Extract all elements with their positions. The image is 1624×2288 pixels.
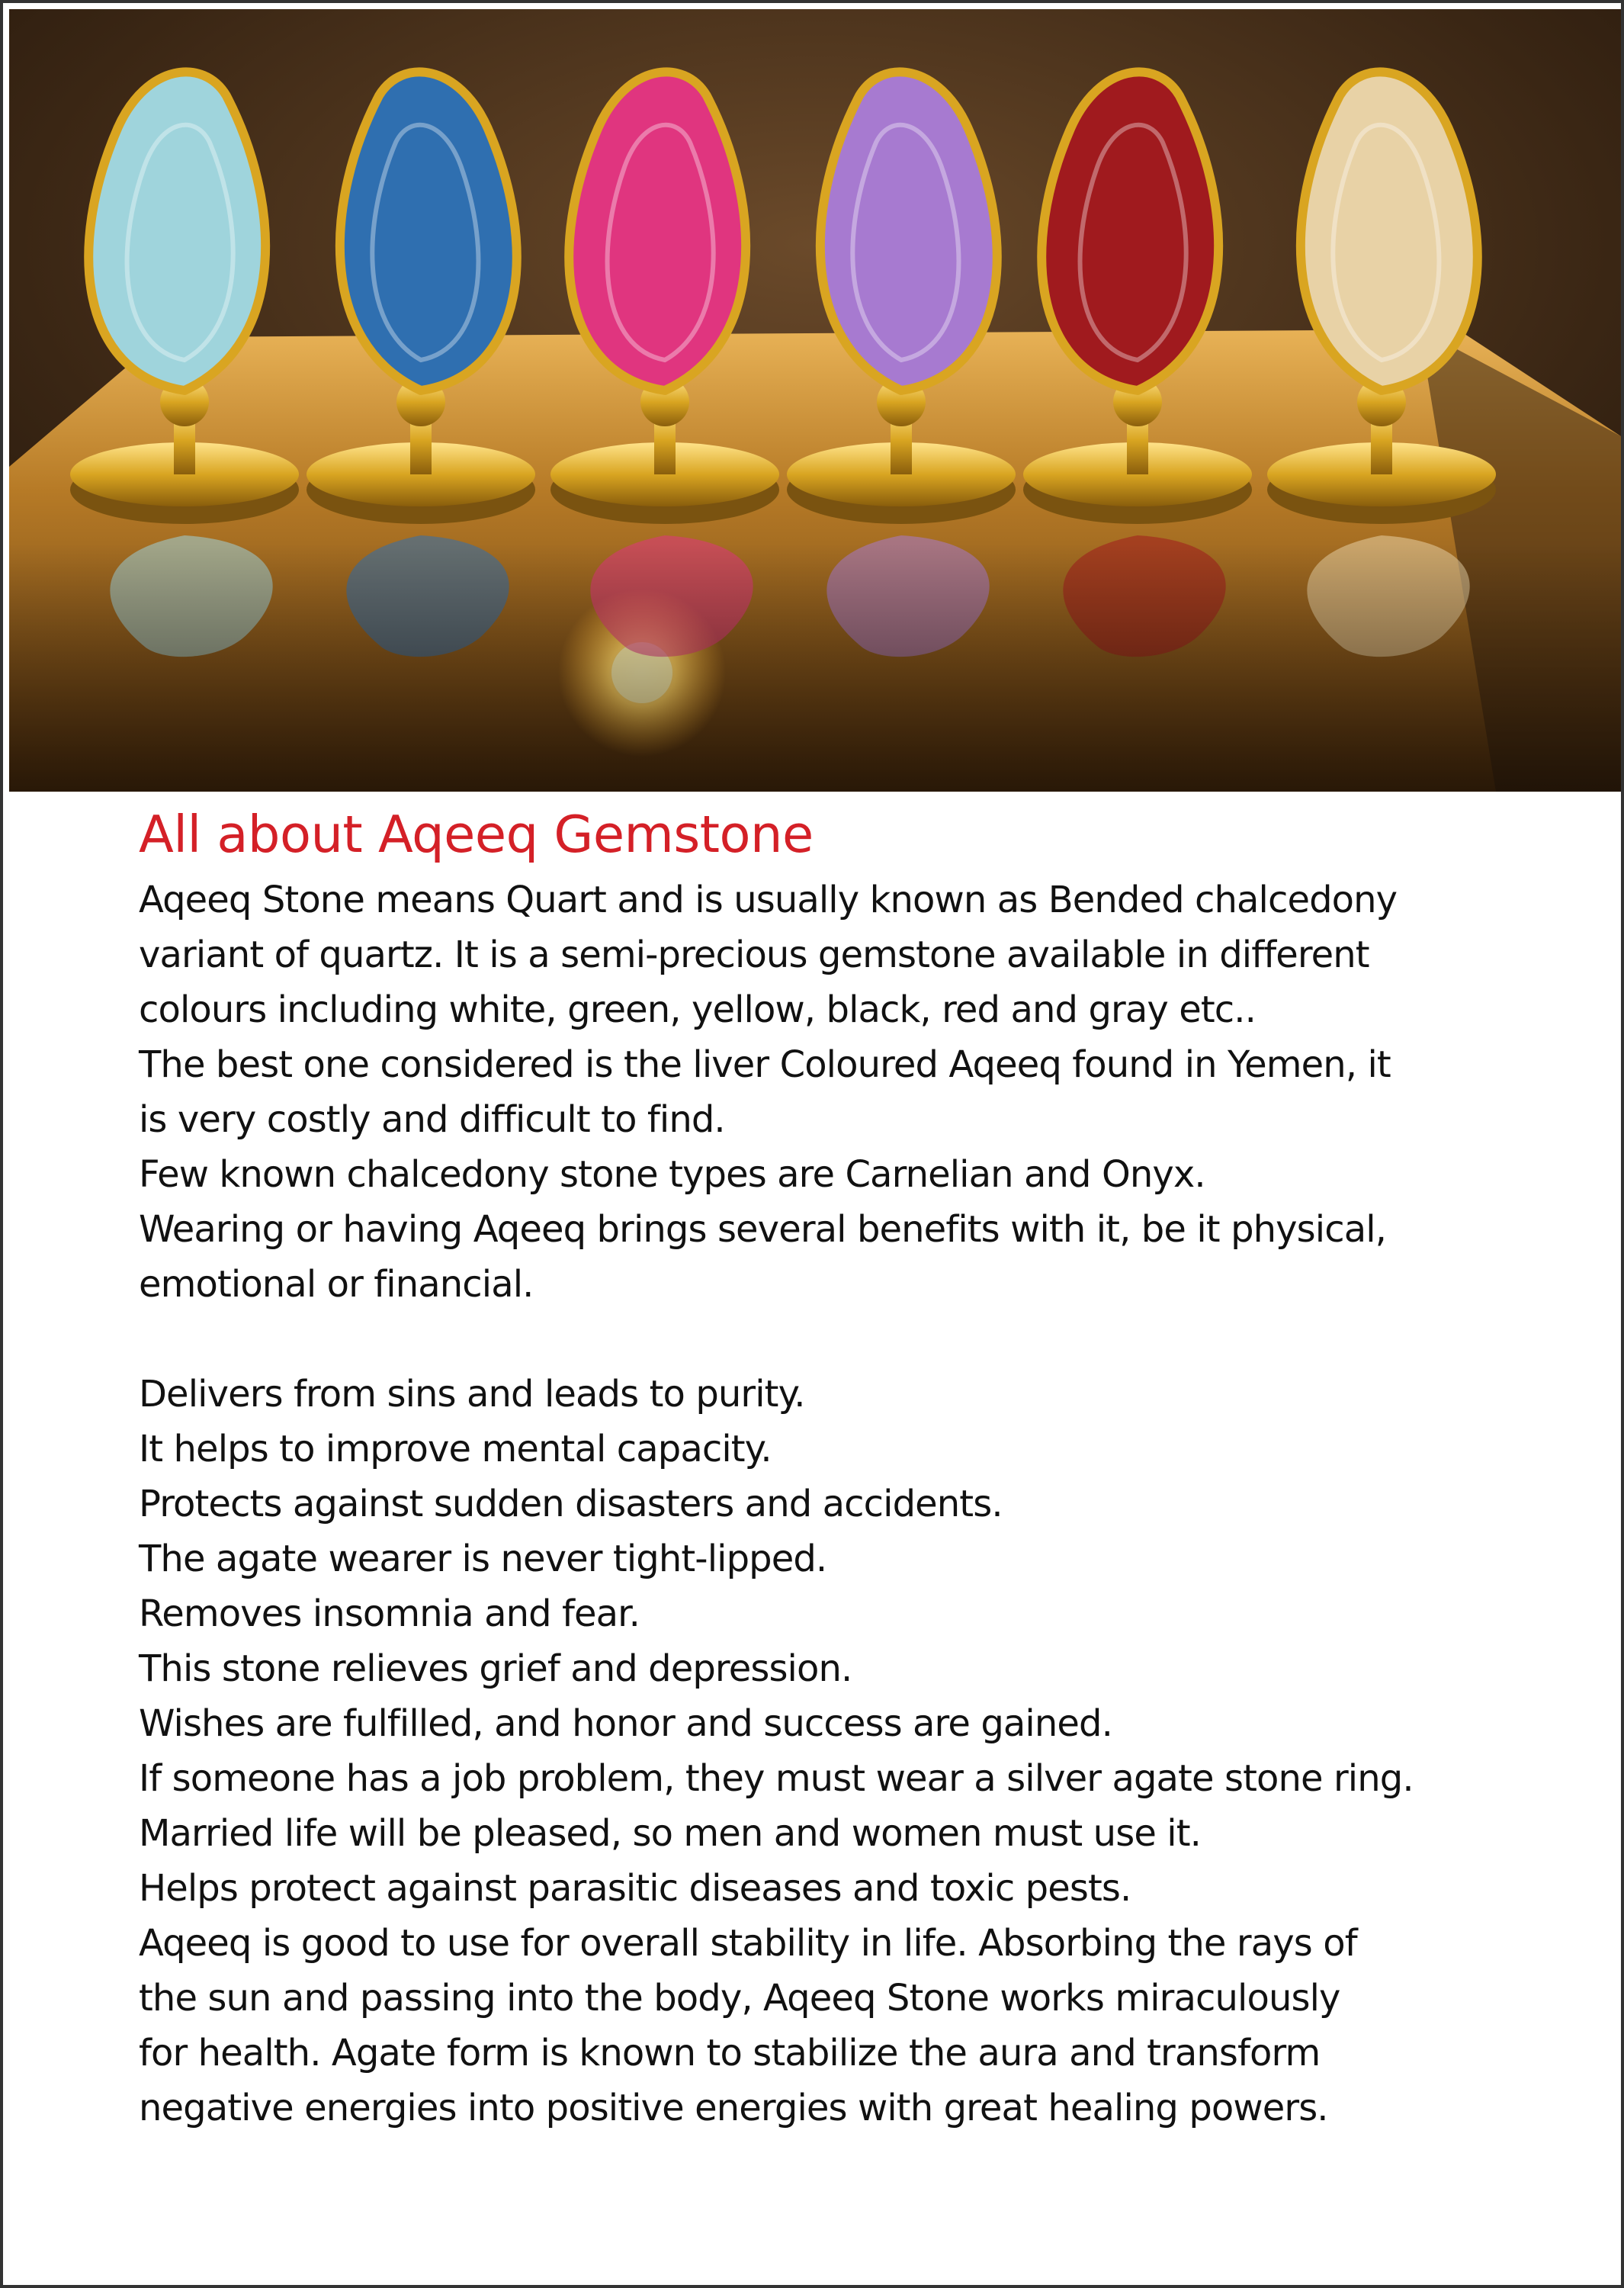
article (139, 796, 1587, 2135)
benefit-line: for health. Agate form is known to stabilize the aura and transform (139, 2032, 1321, 2074)
benefit-line: This stone relieves grief and depression. (139, 1647, 852, 1690)
benefits-list (139, 1367, 1587, 2135)
article-title: All about Aqeeq Gemstone (139, 805, 814, 864)
intro-line: emotional or financial. (139, 1263, 534, 1306)
photo-shadow (9, 543, 1621, 792)
benefit-line: Aqeeq is good to use for overall stability in life. Absorbing the rays of (139, 1922, 1357, 1965)
benefit-line: Helps protect against parasitic diseases and toxic pests. (139, 1867, 1131, 1910)
benefit-line: Wishes are fulfilled, and honor and success are gained. (139, 1702, 1112, 1745)
benefit-line: Protects against sudden disasters and accidents. (139, 1483, 1003, 1525)
intro-paragraph (139, 872, 1587, 1312)
benefit-line: Married life will be pleased, so men and women must use it. (139, 1812, 1202, 1855)
intro-line: The best one considered is the liver Coloured Aqeeq found in Yemen, it (139, 1043, 1391, 1086)
agate-stands-illustration (9, 9, 1621, 792)
benefit-line: If someone has a job problem, they must wear a silver agate stone ring. (139, 1757, 1414, 1800)
benefit-line: Removes insomnia and fear. (139, 1592, 640, 1635)
intro-line: is very costly and difficult to find. (139, 1098, 725, 1141)
agate-stands-photo (9, 9, 1621, 792)
benefit-line: It helps to improve mental capacity. (139, 1428, 772, 1470)
intro-line: Few known chalcedony stone types are Carnelian and Onyx. (139, 1153, 1205, 1196)
intro-line: Wearing or having Aqeeq brings several benefits with it, be it physical, (139, 1208, 1387, 1251)
benefit-line: Delivers from sins and leads to purity. (139, 1373, 805, 1416)
intro-line: Aqeeq Stone means Quart and is usually known as Bended chalcedony (139, 879, 1398, 921)
benefit-line: the sun and passing into the body, Aqeeq Stone works miraculously (139, 1977, 1340, 2020)
benefit-line: negative energies into positive energies with great healing powers. (139, 2087, 1328, 2129)
intro-line: variant of quartz. It is a semi-precious gemstone available in different (139, 934, 1369, 976)
benefit-line: The agate wearer is never tight-lipped. (139, 1538, 827, 1580)
paragraph-spacer (139, 1312, 1587, 1367)
intro-line: colours including white, green, yellow, black, red and gray etc.. (139, 988, 1256, 1031)
